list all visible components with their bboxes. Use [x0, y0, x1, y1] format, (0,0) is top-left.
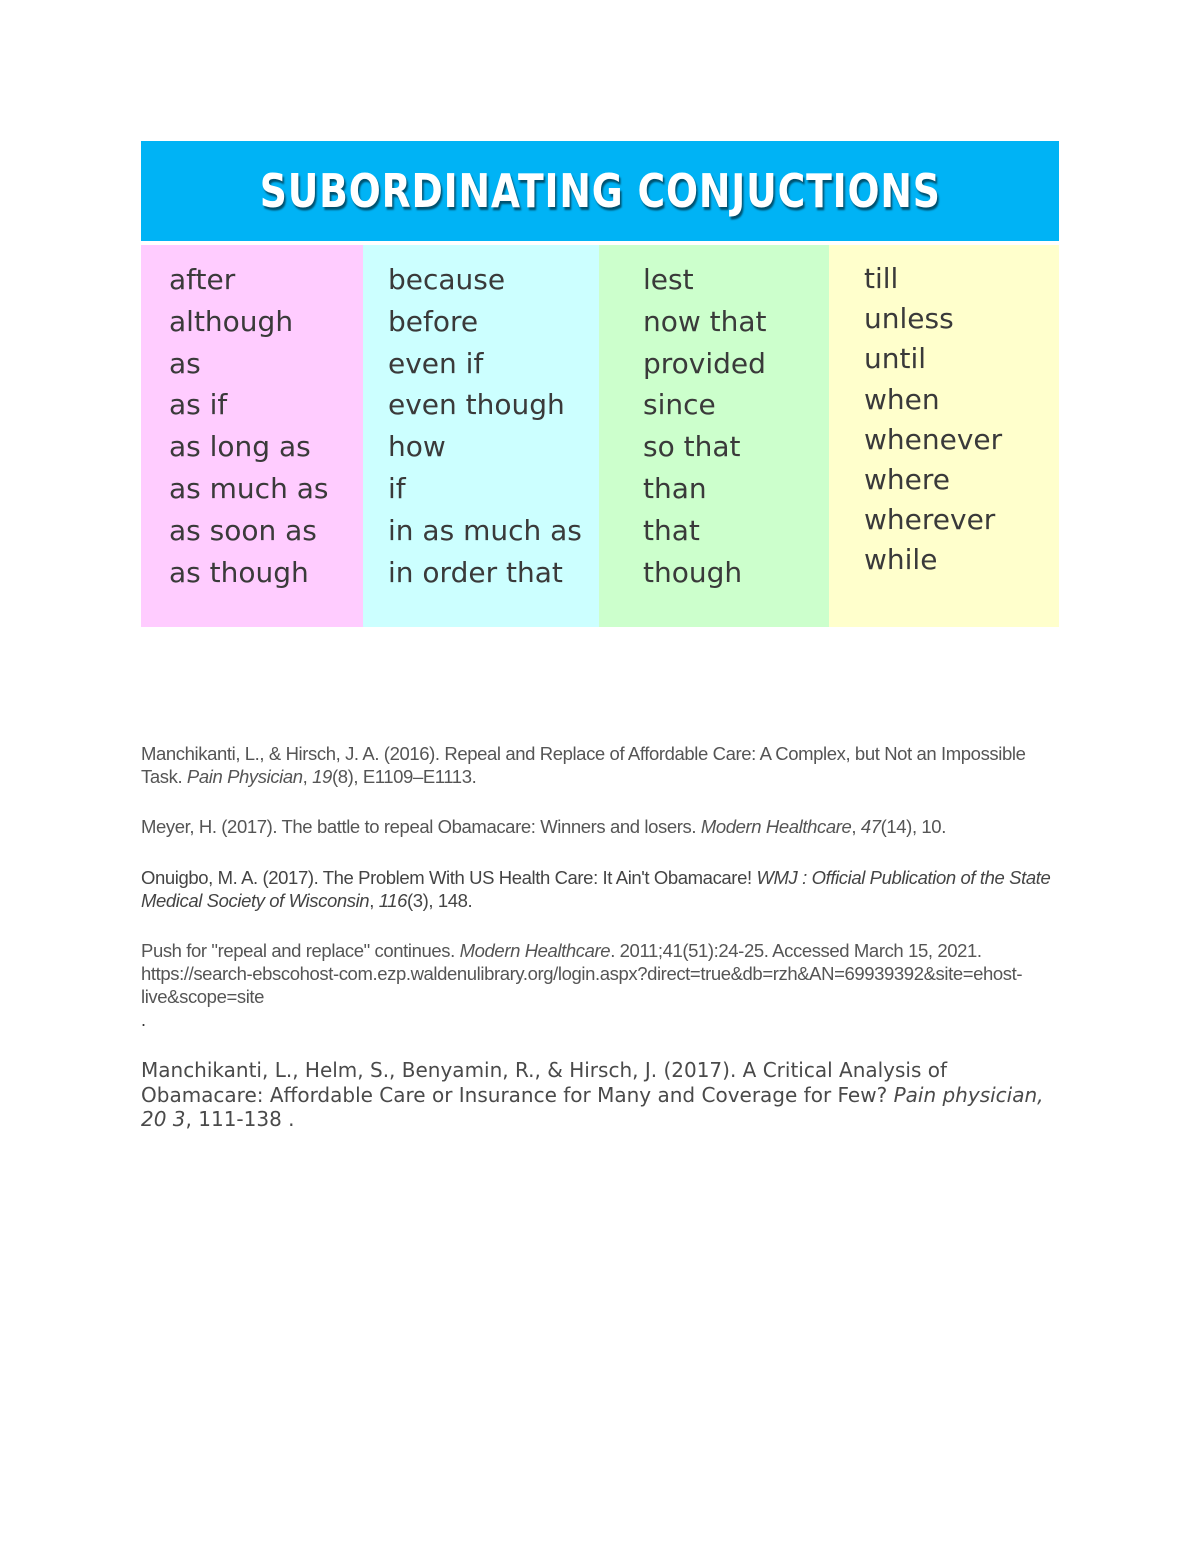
reference-text: ,	[302, 766, 313, 787]
conjunction-word: though	[643, 555, 743, 589]
separator-dot: .	[141, 1010, 147, 1030]
conjunction-word: till	[864, 262, 899, 295]
conjunction-word: whenever	[864, 422, 1003, 456]
conjunction-word: than	[643, 471, 707, 505]
reference-entry	[141, 1058, 1061, 1132]
reference-text: . 2011;41(51):24-25. Accessed March 15, 2021. https://search-ebscohost-com.ezp.waldenulibrary.org/login.aspx?direct=true&db=rzh&AN=69939392&site=ehost-live&scope=site	[141, 940, 1023, 1007]
conjunction-list	[864, 259, 1059, 581]
reference-volume: 116	[378, 890, 407, 911]
conjunction-word: as if	[169, 388, 228, 422]
reference-text: (14), 10.	[880, 816, 946, 837]
conjunction-word: even though	[388, 388, 565, 422]
reference-text: Push for "repeal and replace" continues.	[141, 940, 460, 961]
conjunction-word: as soon as	[169, 513, 317, 547]
conjunction-word: in order that	[388, 555, 563, 589]
conjunction-word: as though	[169, 555, 309, 589]
conjunction-column-1	[141, 245, 363, 627]
reference-text: (8), E1109–E1113.	[331, 766, 477, 787]
reference-text: Manchikanti, L., Helm, S., Benyamin, R., & Hirsch, J. (2017). A Critical Analysis of Obamacare: Affordable Care or Insurance for Many and Coverage for Few?	[141, 1058, 948, 1107]
conjunction-word: because	[388, 263, 506, 296]
reference-text: Meyer, H. (2017). The battle to repeal Obamacare: Winners and losers.	[141, 816, 701, 837]
reference-journal: Pain Physician	[186, 766, 303, 787]
infographic-banner	[141, 141, 1059, 241]
conjunction-word: that	[643, 513, 700, 547]
reference-list	[141, 742, 1061, 1132]
conjunction-list	[169, 259, 363, 593]
conjunction-column-2	[363, 245, 599, 627]
conjunction-column-3	[599, 245, 829, 627]
reference-text: , 111-138 .	[185, 1107, 295, 1131]
conjunction-word: since	[643, 388, 716, 422]
conjunction-word: if	[388, 471, 406, 505]
reference-journal: Pain physician, 20 3	[141, 1082, 1044, 1131]
conjunction-word: where	[864, 463, 950, 497]
conjunction-word: when	[864, 382, 940, 416]
conjunction-word: provided	[643, 346, 766, 380]
reference-text: (3), 148.	[406, 890, 473, 911]
reference-entry	[141, 939, 1061, 1008]
reference-text: Manchikanti, L., & Hirsch, J. A. (2016). Repeal and Replace of Affordable Care: A Complex, but Not an Impossible Task.	[141, 743, 1026, 787]
reference-entry	[141, 815, 1061, 838]
conjunction-columns	[141, 245, 1059, 627]
conjunction-list	[388, 259, 599, 593]
conjunction-word: although	[169, 304, 294, 338]
reference-volume: 19	[312, 766, 332, 787]
conjunction-word: so that	[643, 430, 741, 464]
conjunction-word: as long as	[169, 430, 311, 464]
reference-text: ,	[851, 816, 861, 837]
conjunction-word: unless	[864, 302, 954, 336]
conjunction-list	[643, 259, 829, 593]
conjunction-word: now that	[643, 304, 767, 338]
reference-text: ,	[369, 890, 379, 911]
reference-entry	[141, 866, 1061, 912]
conjunction-word: while	[864, 543, 938, 577]
conjunction-word: wherever	[864, 503, 996, 537]
reference-journal: Modern Healthcare	[700, 816, 852, 837]
conjunction-column-4	[829, 245, 1059, 627]
conjunction-word: lest	[643, 263, 694, 296]
conjunction-word: as	[169, 346, 201, 380]
conjunction-word: as much as	[169, 471, 329, 505]
reference-journal: Modern Healthcare	[459, 940, 611, 961]
conjunction-word: even if	[388, 346, 484, 380]
conjunction-word: in as much as	[388, 513, 582, 547]
conjunction-word: before	[388, 304, 479, 338]
reference-volume: 47	[860, 816, 881, 837]
conjunction-word: until	[864, 342, 927, 376]
reference-text: Onuigbo, M. A. (2017). The Problem With US Health Care: It Ain't Obamacare!	[141, 867, 757, 888]
conjunctions-infographic	[141, 141, 1059, 627]
infographic-title: SUBORDINATING CONJUCTIONS	[259, 164, 941, 218]
reference-entry	[141, 742, 1061, 788]
reference-journal: WMJ : Official Publication of the State Medical Society of Wisconsin	[141, 867, 1051, 911]
conjunction-word: after	[169, 263, 236, 296]
conjunction-word: how	[388, 430, 446, 464]
